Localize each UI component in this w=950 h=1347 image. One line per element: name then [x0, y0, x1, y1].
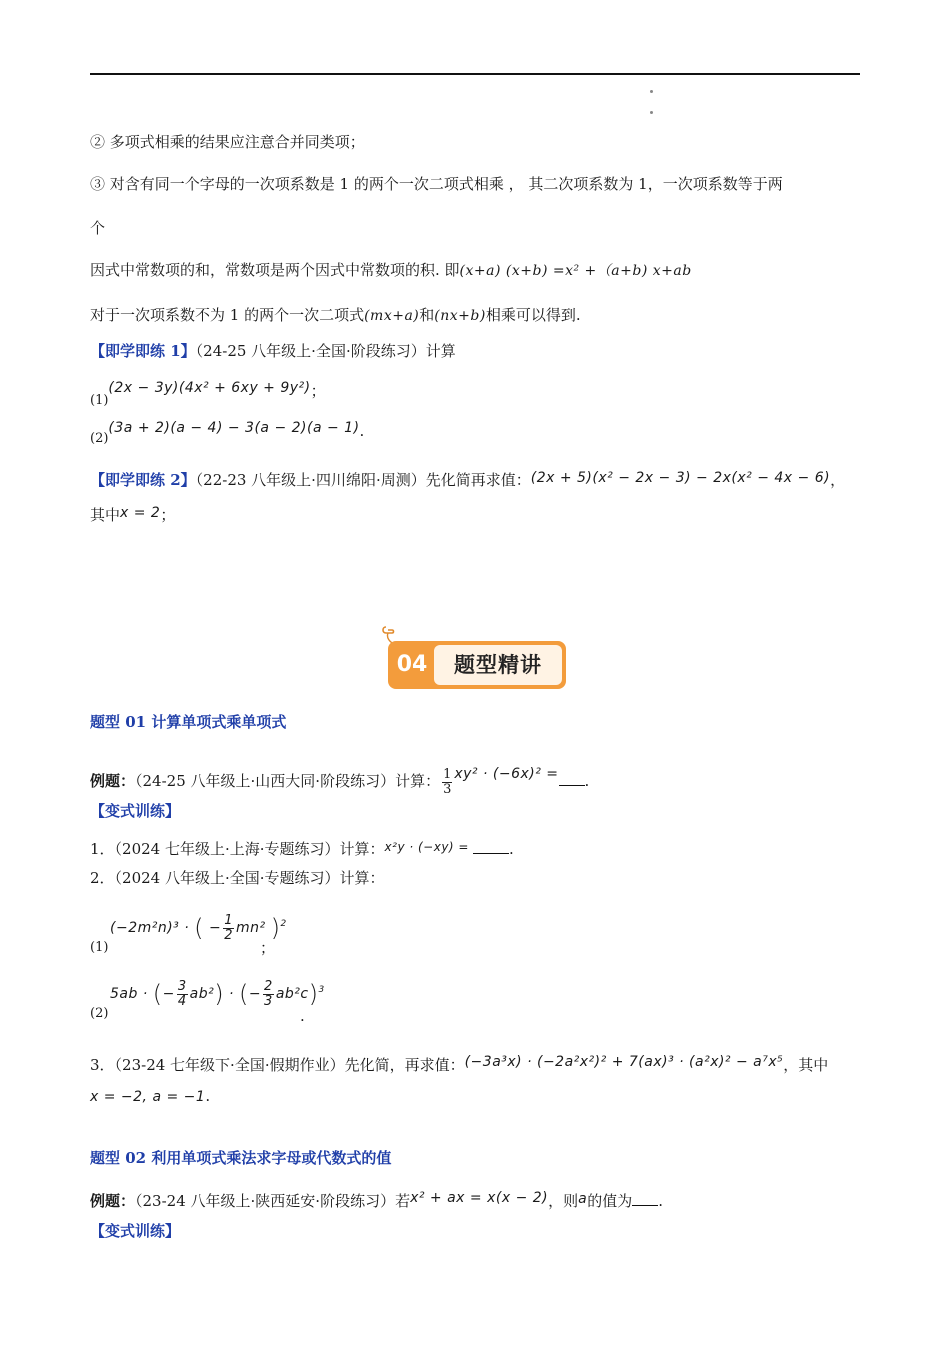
question-text: 的值为 — [587, 1192, 633, 1210]
variant-tag: 【变式训练】 — [90, 802, 181, 820]
formula-part: ab²c — [275, 986, 309, 1002]
practice-2-header — [90, 466, 860, 492]
formula-part: ab² — [189, 986, 215, 1002]
paragraph-text: 其中 — [90, 506, 121, 524]
type-01-q1 — [90, 835, 860, 861]
type-01-q2 — [90, 866, 860, 890]
formula: xy² · (−6x)² = — [454, 766, 559, 782]
formula: (2x + 5)(x² − 2x − 3) − 2x(x² − 4x − 6) — [530, 470, 831, 486]
punctuation: ； — [310, 382, 326, 400]
formula-part: 5ab · — [110, 986, 148, 1002]
formula: x = 2 — [120, 505, 161, 521]
text-line — [90, 303, 860, 328]
minus-sign: − — [248, 986, 262, 1002]
type-02-heading — [90, 1146, 860, 1170]
paragraph-text: 和 — [419, 306, 435, 324]
question-number: (1) — [90, 940, 109, 955]
paragraph-text: 对于一次项系数不为 1 的两个一次二项式 — [90, 306, 365, 324]
practice-2-condition — [90, 501, 860, 527]
fraction-numerator: 3 — [177, 978, 187, 994]
fraction — [177, 980, 188, 1009]
punctuation: . — [508, 840, 514, 858]
exponent: 3 — [318, 985, 325, 995]
section-heading: 题型 01 计算单项式乘单项式 — [90, 713, 287, 731]
left-paren: ( — [152, 980, 163, 1008]
paragraph-text: ③ 对含有同一个字母的一次项系数是 1 的两个一次二项式相乘 ， 其二次项系数为 1，一次项系数等于两 — [90, 175, 783, 193]
punctuation: ； — [160, 506, 176, 524]
fraction-denominator: 3 — [443, 782, 452, 797]
question-text: 2．（2024 八年级上·全国·专题练习）计算： — [90, 869, 385, 887]
minus-sign: − — [162, 986, 175, 1002]
fraction — [442, 768, 452, 797]
right-paren: ) — [308, 980, 319, 1008]
answer-blank[interactable] — [559, 771, 585, 786]
formula: 5ab · (− $\frac{3}{4}$ ab²) · (− $\frac{2}{3}$ ab²c)$^3$ — [110, 978, 325, 1009]
left-paren: ( — [194, 914, 205, 942]
text-line — [90, 258, 860, 283]
punctuation: . — [300, 1007, 305, 1025]
practice-tag: 【即学即练 2】 — [90, 471, 196, 489]
punctuation: . — [658, 1192, 664, 1210]
question-text: 3．（23-24 七年级下·全国·假期作业）先化简，再求值： — [90, 1056, 465, 1074]
formula: (−3a³x) · (−2a²x²)² + 7(ax)³ · (a²x)² − a⁷x⁵ — [464, 1054, 784, 1070]
formula-part: mn² — [236, 920, 266, 936]
section-banner — [388, 641, 566, 689]
formula: (2x − 3y)(4x² + 6xy + 9y²) — [108, 380, 311, 396]
variant-heading — [90, 1219, 860, 1243]
example-tag: 例题： — [90, 1192, 136, 1210]
type-01-q3 — [90, 1050, 860, 1077]
punctuation: . — [205, 1087, 211, 1105]
text-line — [90, 216, 860, 240]
fraction — [263, 980, 274, 1009]
punctuation: ， — [830, 471, 846, 489]
practice-tag: 【即学即练 1】 — [90, 342, 196, 360]
punctuation: . — [359, 422, 365, 440]
right-paren: ) — [214, 980, 225, 1008]
paragraph-text: 相乘可以得到. — [485, 306, 581, 324]
question-text: ，则 — [548, 1192, 579, 1210]
example-source: （24-25 八年级上·山西大同·阶段练习）计算： — [135, 772, 441, 790]
practice-1-q2 — [90, 416, 860, 451]
example-source: （23-24 八年级上·陕西延安·阶段练习）若 — [135, 1192, 411, 1210]
question-number: (2) — [90, 1006, 109, 1021]
question-number: (2) — [90, 431, 109, 446]
type-01-q2-2 — [90, 966, 860, 1026]
question-text: ，其中 — [783, 1056, 829, 1074]
fraction-numerator: 1 — [224, 912, 233, 928]
fraction — [223, 914, 234, 943]
formula: x²y · (−xy) = — [384, 840, 469, 854]
paragraph-text: 因式中常数项的和，常数项是两个因式中常数项的积. 即 — [90, 261, 460, 279]
type-02-example — [90, 1186, 860, 1213]
type-01-q2-1 — [90, 900, 860, 960]
type-01-heading — [90, 710, 860, 734]
minus-sign: − — [208, 920, 222, 936]
header-rule — [90, 73, 860, 75]
formula-part: (−2m²n)³ · — [110, 920, 190, 936]
banner-title: 题型精讲 — [454, 653, 542, 677]
formula: x² + ax = x(x − 2) — [410, 1190, 549, 1206]
formula: a — [578, 1191, 588, 1207]
header-dot — [650, 111, 653, 114]
fraction-denominator: 2 — [224, 927, 233, 943]
exponent: 2 — [280, 919, 287, 929]
fraction-denominator: 3 — [264, 993, 273, 1009]
punctuation: ； — [260, 939, 276, 957]
variant-heading — [90, 799, 860, 823]
question-number: (1) — [90, 393, 109, 408]
practice-source: （22-23 八年级上·四川绵阳·周测）先化简再求值： — [195, 471, 531, 489]
formula: (3a + 2)(a − 4) − 3(a − 2)(a − 1) — [108, 420, 360, 436]
example-tag: 例题： — [90, 772, 136, 790]
answer-blank[interactable] — [473, 839, 509, 854]
answer-blank[interactable] — [632, 1191, 658, 1206]
type-01-q3-condition — [90, 1084, 860, 1109]
variant-tag: 【变式训练】 — [90, 1222, 181, 1240]
practice-1-q1 — [90, 376, 860, 413]
formula: (x+a) (x+b) =x² +（a+b) x+ab — [459, 263, 692, 279]
left-paren: ( — [238, 980, 249, 1008]
paragraph-text: ② 多项式相乘的结果应注意合并同类项； — [90, 133, 365, 151]
question-text: 1．（2024 七年级上·上海·专题练习）计算： — [90, 840, 385, 858]
formula: (mx+a) — [364, 308, 420, 324]
practice-source: （24-25 八年级上·全国·阶段练习）计算 — [195, 342, 456, 360]
banner-number: 04 — [396, 652, 428, 677]
right-paren: ) — [270, 914, 281, 942]
text-line — [90, 172, 860, 196]
paragraph-text: 个 — [90, 219, 106, 237]
fraction-numerator: 1 — [443, 767, 452, 782]
fraction-denominator: 4 — [177, 993, 187, 1009]
fraction-numerator: 2 — [264, 978, 273, 994]
header-dot — [650, 90, 653, 93]
type-01-example — [90, 752, 860, 796]
text-line — [90, 130, 860, 154]
formula: x = −2, a = −1 — [90, 1089, 206, 1105]
section-heading: 题型 02 利用单项式乘法求字母或代数式的值 — [90, 1149, 392, 1167]
punctuation: . — [584, 772, 590, 790]
formula: (nx+b) — [434, 308, 486, 324]
practice-1-header — [90, 339, 860, 363]
